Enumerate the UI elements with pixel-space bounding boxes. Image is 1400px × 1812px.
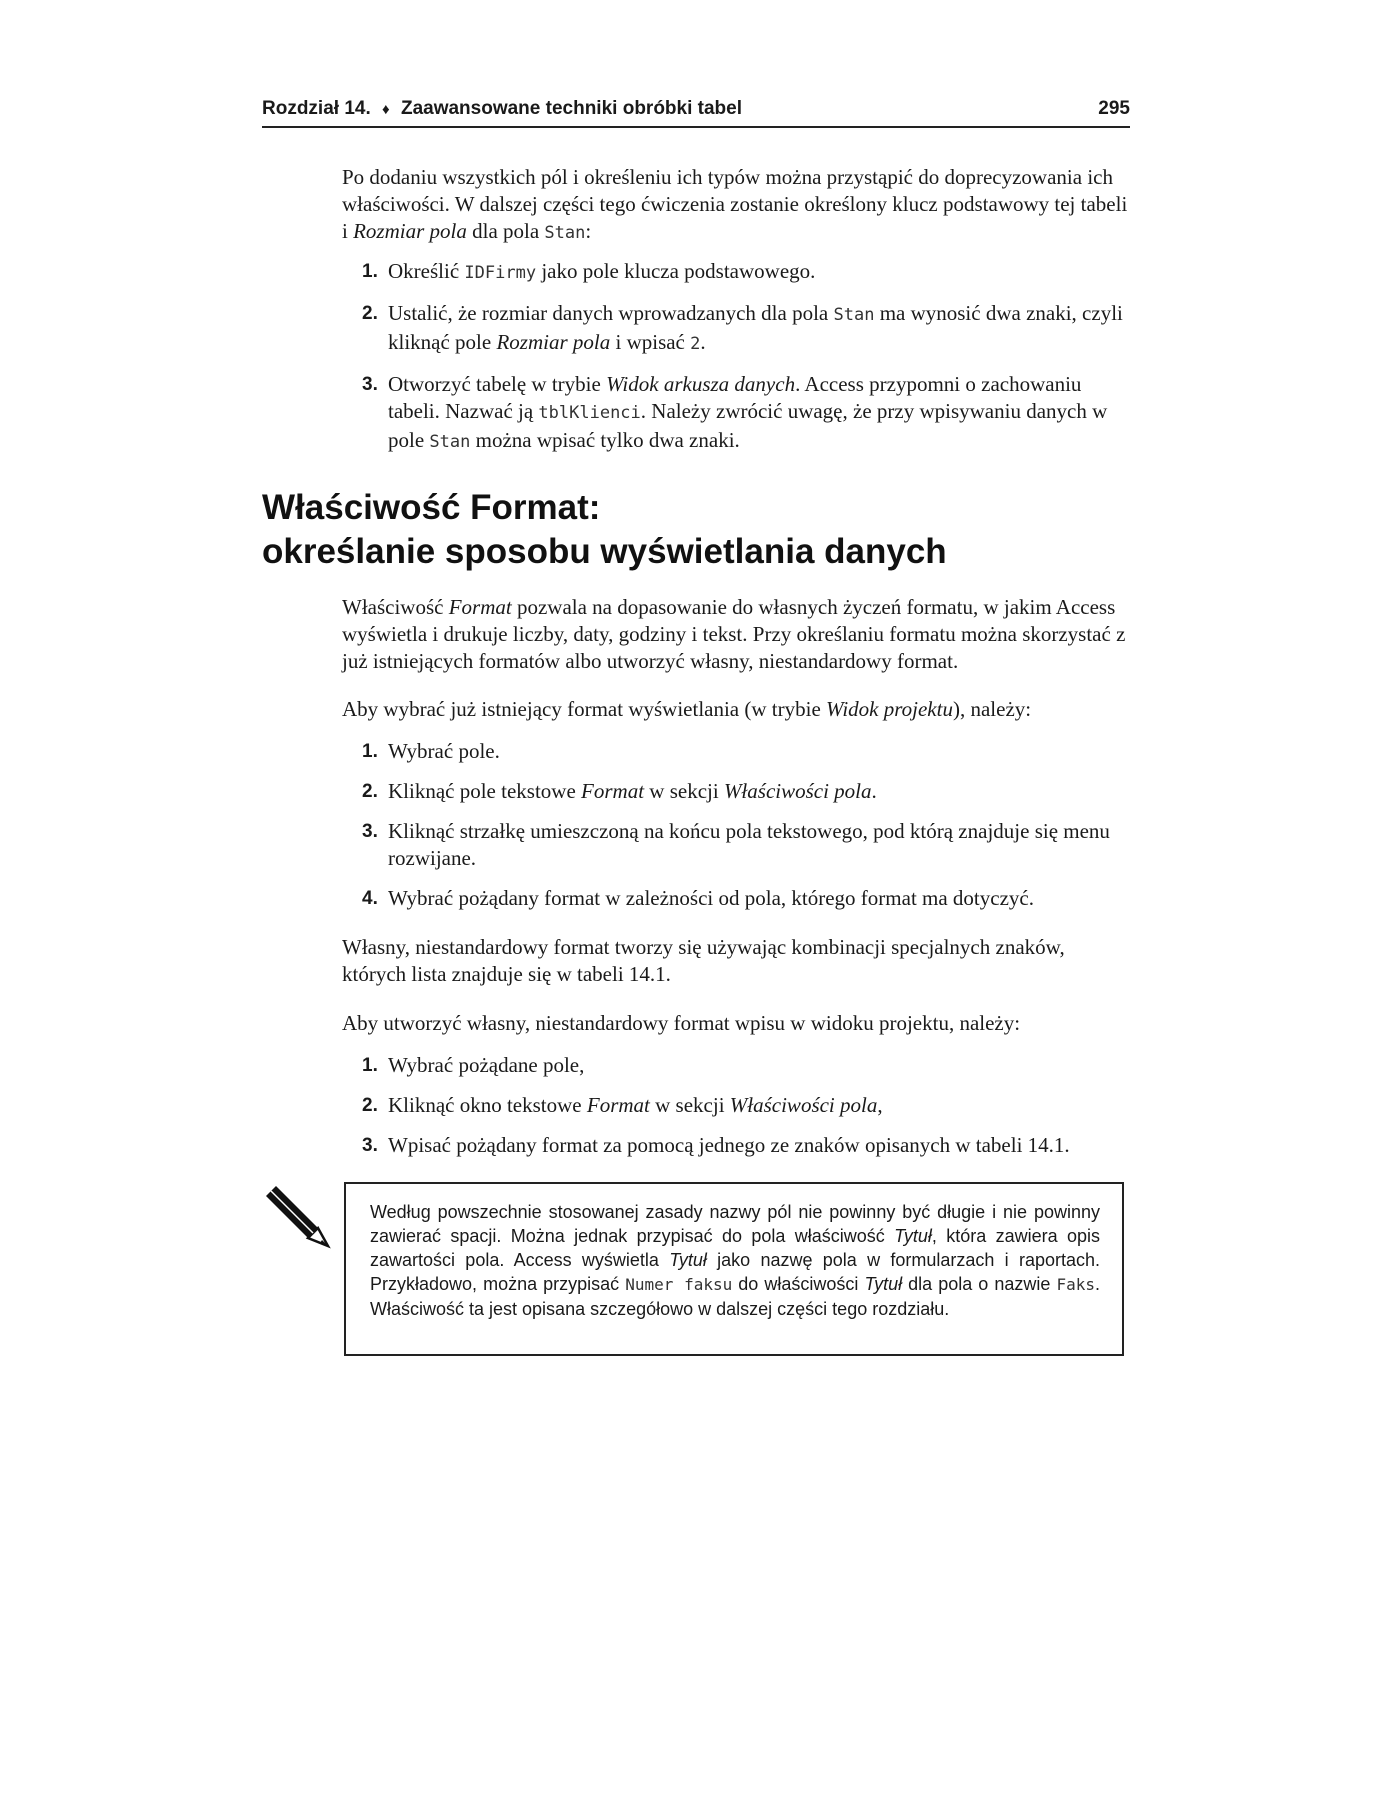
list-item: 2. Kliknąć pole tekstowe Format w sekcji Właściwości pola. xyxy=(362,779,877,803)
note-box: Według powszechnie stosowanej zasady nazwy pól nie powinny być długie i nie powinny zawierać spacji. Można jednak przypisać do pola właściwość Tytuł, która zawiera opis zawartości pola. Access wyświetla Tytuł jako nazwę pola w formularzach i raportach. Przykładowo, można przypisać Numer faksu do właściwości Tytuł dla pola o nazwie Faks. Właściwość ta jest opisana szczegółowo w dalszej części tego rozdziału. xyxy=(344,1182,1124,1356)
list-item: 1. Wybrać pole. xyxy=(362,739,500,763)
list-item: 3. Wpisać pożądany format za pomocą jednego ze znaków opisanych w tabeli 14.1. xyxy=(362,1133,1070,1157)
format-description xyxy=(342,594,1130,675)
list-item: 4. Wybrać pożądany format w zależności od pola, którego format ma dotyczyć. xyxy=(362,886,1034,910)
section-heading xyxy=(262,486,1130,574)
paragraph: Aby wybrać już istniejący format wyświetlania (w trybie Widok projektu), należy: xyxy=(342,697,1032,721)
diamond-icon: ♦ xyxy=(382,101,390,118)
steps-list-3 xyxy=(342,1052,1130,1159)
intro-block xyxy=(342,164,1130,247)
existing-format-intro xyxy=(342,696,1130,723)
section-heading-line2: określanie sposobu wyświetlania danych xyxy=(262,532,947,571)
chapter-title: Zaawansowane techniki obróbki tabel xyxy=(400,98,742,119)
custom-format-description xyxy=(342,934,1130,988)
section-heading-line1: Właściwość Format: xyxy=(262,488,601,527)
page-number: 295 xyxy=(1098,98,1130,119)
running-title xyxy=(262,98,742,120)
steps-list-2 xyxy=(342,738,1130,912)
steps-list-1 xyxy=(342,258,1130,456)
pencil-icon xyxy=(262,1180,332,1250)
paragraph: Właściwość Format pozwala na dopasowanie do własnych życzeń formatu, w jakim Access wyświetla i drukuje liczby, daty, godziny i tekst. Przy określaniu formatu można skorzystać z już istniejących formatów albo utworzyć własny, niestandardowy format. xyxy=(342,595,1126,673)
paragraph: Aby utworzyć własny, niestandardowy format wpisu w widoku projektu, należy: xyxy=(342,1011,1021,1035)
list-item: 3. Otworzyć tabelę w trybie Widok arkusza danych. Access przypomni o zachowaniu tabeli. Nazwać ją tblKlienci. Należy zwrócić uwagę, że przy wpisywaniu danych w pole Stan można wpisać tylko dwa znaki. xyxy=(362,372,1108,452)
list-item: 3. Kliknąć strzałkę umieszczoną na końcu pola tekstowego, pod którą znajduje się menu rozwijane. xyxy=(362,819,1110,870)
paragraph: Własny, niestandardowy format tworzy się używając kombinacji specjalnych znaków, których lista znajduje się w tabeli 14.1. xyxy=(342,935,1065,986)
intro-paragraph: Po dodaniu wszystkich pól i określeniu ich typów można przystąpić do doprecyzowania ich właściwości. W dalszej części tego ćwiczenia zostanie określony klucz podstawowy tej tabeli i Rozmiar pola dla pola Stan: xyxy=(342,165,1128,243)
page-header xyxy=(262,98,1130,128)
list-item: 2. Kliknąć okno tekstowe Format w sekcji Właściwości pola, xyxy=(362,1093,883,1117)
list-item: 2. Ustalić, że rozmiar danych wprowadzanych dla pola Stan ma wynosić dwa znaki, czyli kliknąć pole Rozmiar pola i wpisać 2. xyxy=(362,301,1123,354)
chapter-label: Rozdział 14. xyxy=(262,98,371,119)
list-item: 1. Określić IDFirmy jako pole klucza podstawowego. xyxy=(362,259,816,283)
custom-format-intro xyxy=(342,1010,1130,1037)
list-item: 1. Wybrać pożądane pole, xyxy=(362,1053,585,1077)
